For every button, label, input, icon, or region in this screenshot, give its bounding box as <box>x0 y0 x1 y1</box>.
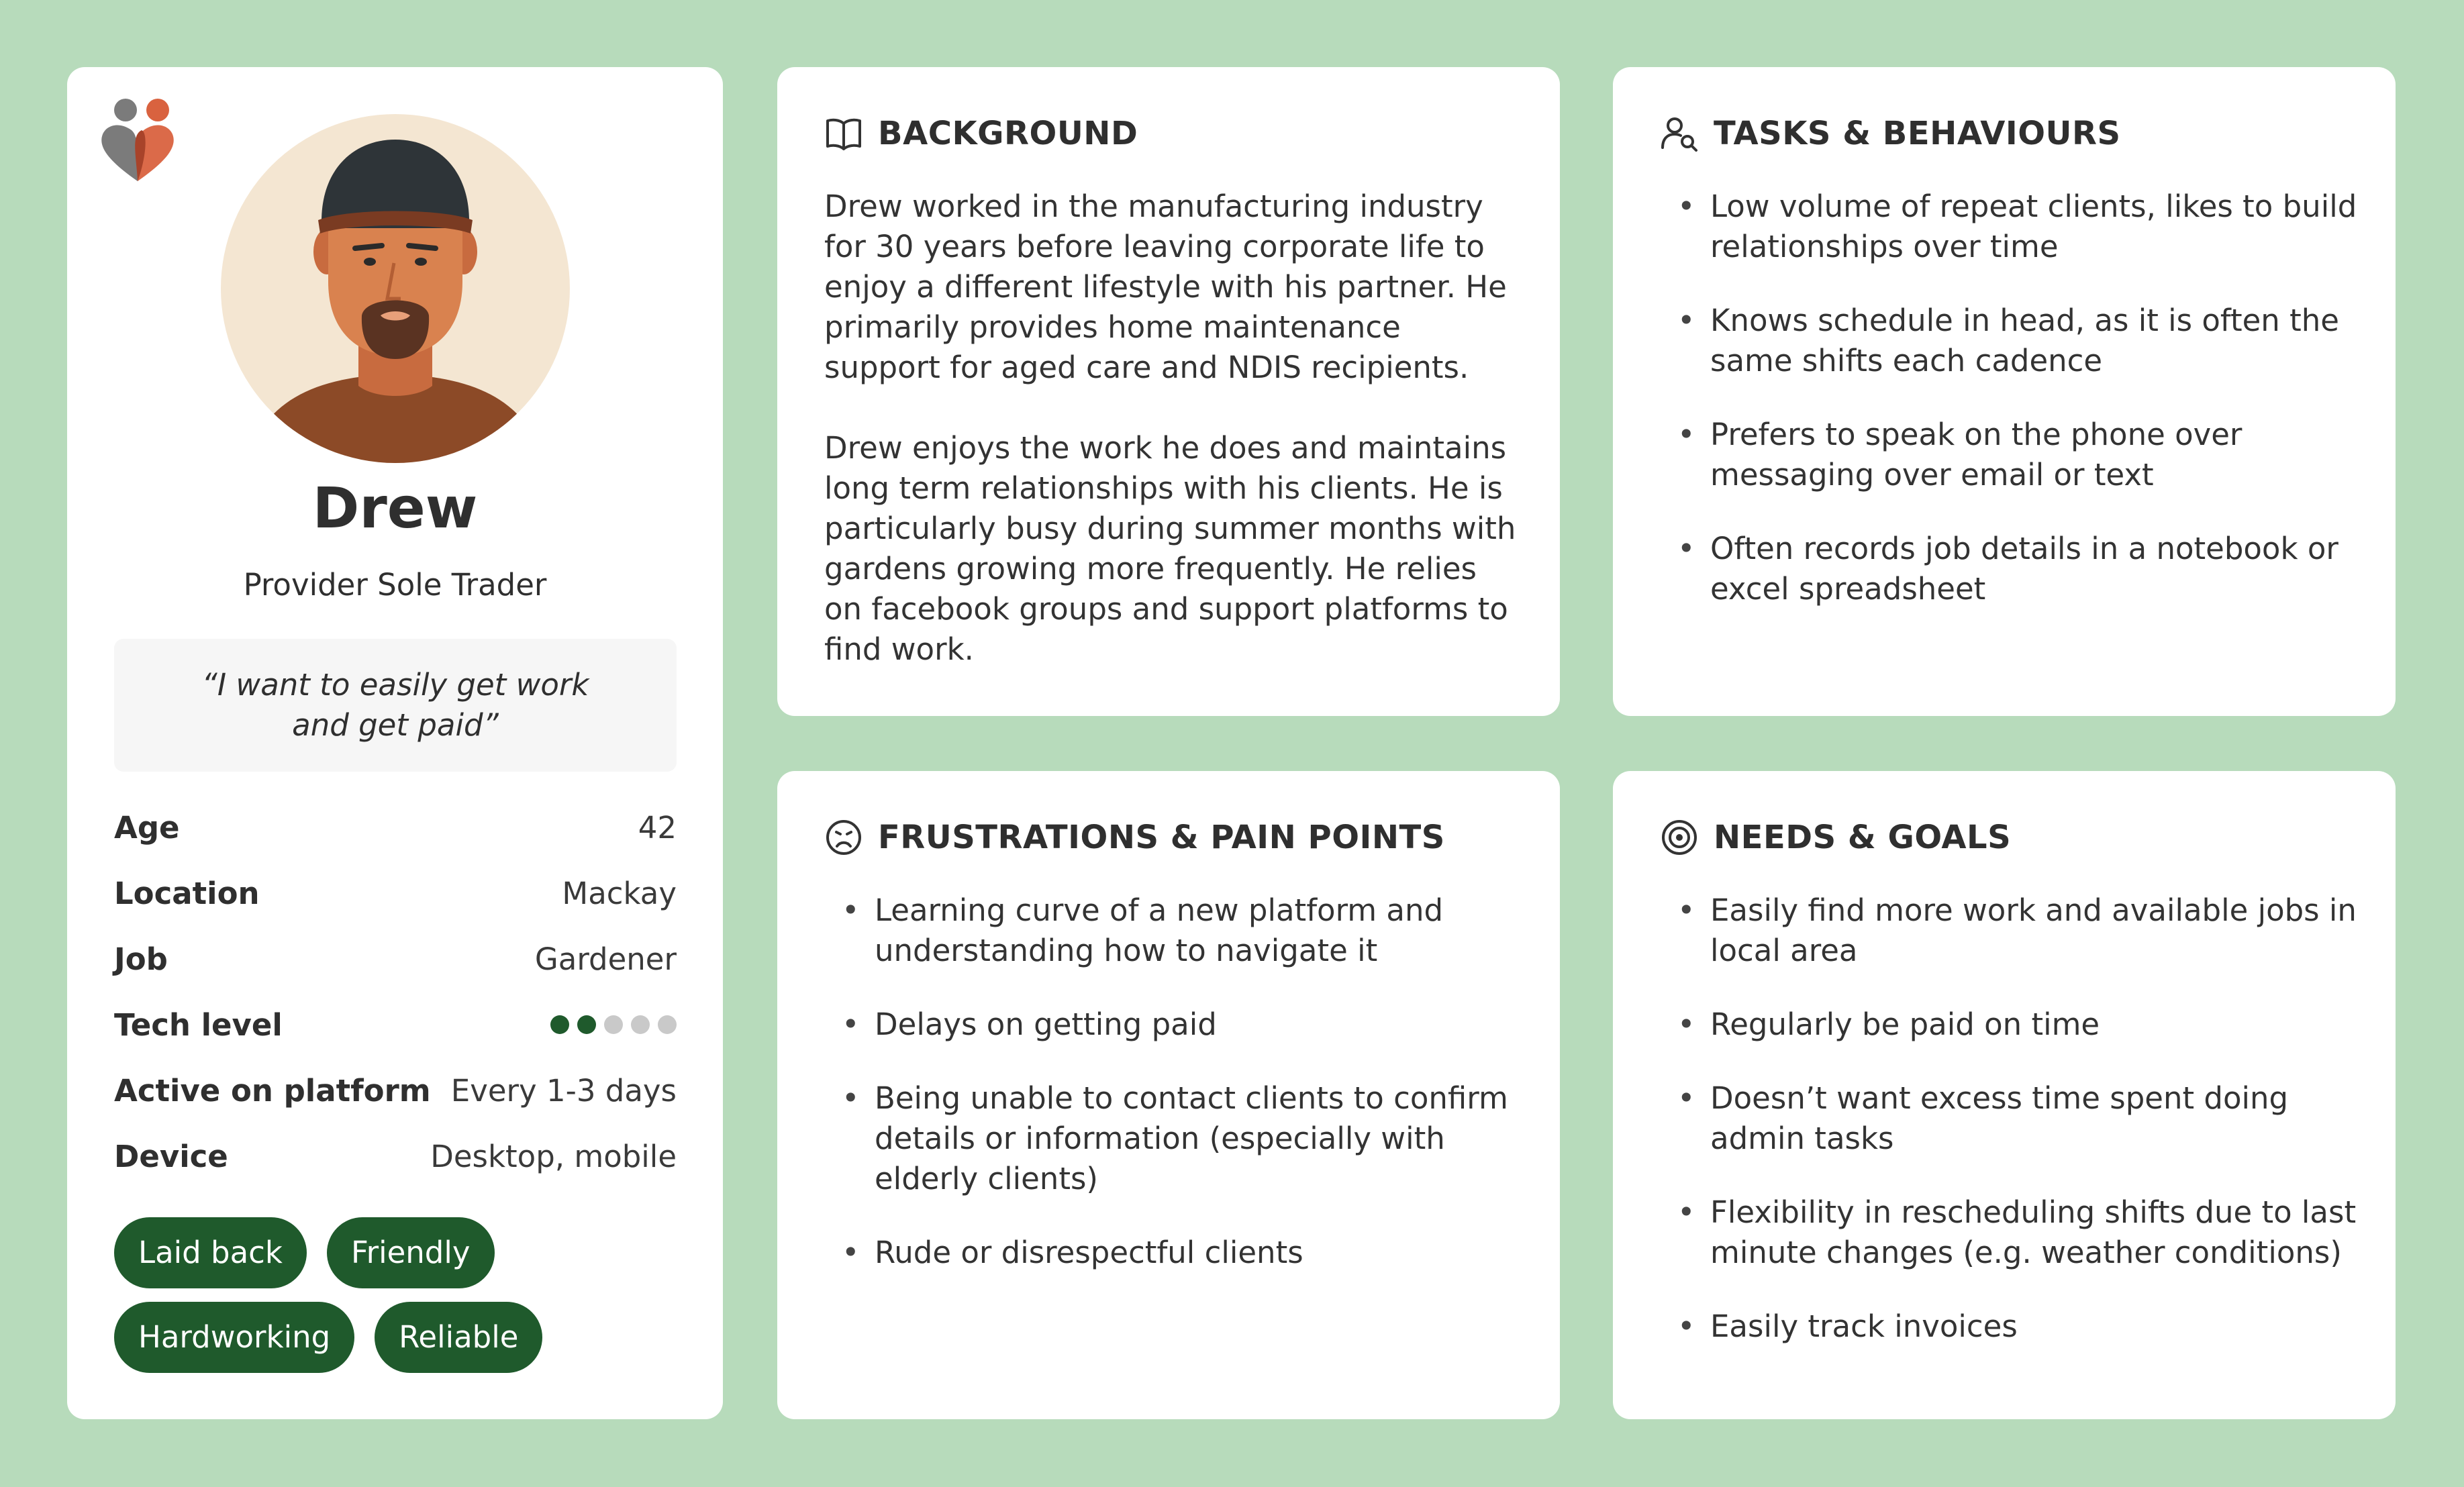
frown-face-icon <box>824 818 863 857</box>
list-item: • Flexibility in rescheduling shifts due to last minute changes (e.g. weather conditions) <box>1660 1192 2358 1273</box>
background-paragraph: Drew enjoys the work he does and maintains long term relationships with his clients. He is particularly busy during summer months with gardens growing more frequently. He relies on facebook groups and support platforms to find work. <box>824 430 1516 667</box>
attr-value: Gardener <box>534 941 677 977</box>
section-title: TASKS & BEHAVIOURS <box>1714 115 2121 152</box>
persona-avatar <box>221 114 570 463</box>
attr-label: Device <box>114 1138 228 1174</box>
attr-value: 42 <box>638 809 677 845</box>
rating-dot-empty <box>658 1015 677 1034</box>
list-item: • Easily find more work and available jobs in local area <box>1660 890 2358 971</box>
trait-tag: Hardworking <box>114 1302 354 1373</box>
rating-dot-empty <box>631 1015 650 1034</box>
attr-active-on-platform <box>114 1058 677 1123</box>
list-item: • Prefers to speak on the phone over messaging over email or text <box>1660 415 2358 495</box>
attr-location <box>114 860 677 926</box>
section-title: NEEDS & GOALS <box>1714 819 2012 856</box>
tasks-list <box>1660 187 2358 643</box>
list-item: • Regularly be paid on time <box>1660 1005 2358 1045</box>
persona-attributes <box>114 794 677 1189</box>
list-item: • Delays on getting paid <box>824 1005 1522 1045</box>
target-icon <box>1660 818 1699 857</box>
frustrations-header <box>824 818 1445 857</box>
attr-value: Mackay <box>562 875 677 911</box>
attr-label: Job <box>114 941 168 977</box>
persona-quote-box <box>114 639 677 772</box>
background-header <box>824 114 1138 153</box>
rating-dot-filled <box>577 1015 596 1034</box>
book-icon <box>824 114 863 153</box>
list-item: • Often records job details in a notebook or excel spreadsheet <box>1660 529 2358 609</box>
background-card <box>777 67 1560 716</box>
persona-name: Drew <box>312 475 478 541</box>
persona-role: Provider Sole Trader <box>243 567 547 603</box>
frustrations-list <box>824 890 1522 1306</box>
trait-tag: Laid back <box>114 1217 307 1288</box>
needs-goals-card <box>1613 771 2396 1419</box>
attr-tech-level <box>114 992 677 1058</box>
tasks-header <box>1660 114 2121 153</box>
list-item: • Rude or disrespectful clients <box>824 1233 1522 1273</box>
tasks-behaviours-card <box>1613 67 2396 716</box>
list-item: • Being unable to contact clients to confirm details or information (especially with elderly clients) <box>824 1078 1522 1199</box>
list-item: • Knows schedule in head, as it is often the same shifts each cadence <box>1660 301 2358 381</box>
attr-label: Active on platform <box>114 1072 431 1109</box>
list-item: • Easily track invoices <box>1660 1306 2358 1347</box>
persona-profile-card <box>67 67 723 1419</box>
attr-device <box>114 1123 677 1189</box>
attr-value: Desktop, mobile <box>430 1138 677 1174</box>
list-item: • Doesn’t want excess time spent doing admin tasks <box>1660 1078 2358 1159</box>
frustrations-card <box>777 771 1560 1419</box>
trait-tag: Reliable <box>375 1302 542 1373</box>
attr-value: Every 1-3 days <box>450 1072 677 1109</box>
trait-tag: Friendly <box>327 1217 495 1288</box>
rating-dot-filled <box>550 1015 569 1034</box>
list-item: • Learning curve of a new platform and understanding how to navigate it <box>824 890 1522 971</box>
brand-logo-icon <box>97 95 178 183</box>
needs-header <box>1660 818 2011 857</box>
attr-label: Tech level <box>114 1007 283 1043</box>
needs-list <box>1660 890 2358 1380</box>
attr-label: Location <box>114 875 260 911</box>
trait-tags <box>114 1217 691 1373</box>
background-text <box>824 187 1522 710</box>
persona-quote: “I want to easily get work and get paid” <box>201 667 589 743</box>
background-paragraph: Drew worked in the manufacturing industry for 30 years before leaving corporate life to enjoy a different lifestyle with his partner. He primarily provides home maintenance support for aged care and NDIS recipients. <box>824 189 1507 385</box>
section-title: BACKGROUND <box>878 115 1138 152</box>
attr-age <box>114 794 677 860</box>
attr-job <box>114 926 677 992</box>
user-search-icon <box>1660 114 1699 153</box>
attr-label: Age <box>114 809 180 845</box>
list-item: • Low volume of repeat clients, likes to build relationships over time <box>1660 187 2358 267</box>
tech-level-rating <box>550 1015 677 1034</box>
rating-dot-empty <box>604 1015 623 1034</box>
section-title: FRUSTRATIONS & PAIN POINTS <box>878 819 1445 856</box>
